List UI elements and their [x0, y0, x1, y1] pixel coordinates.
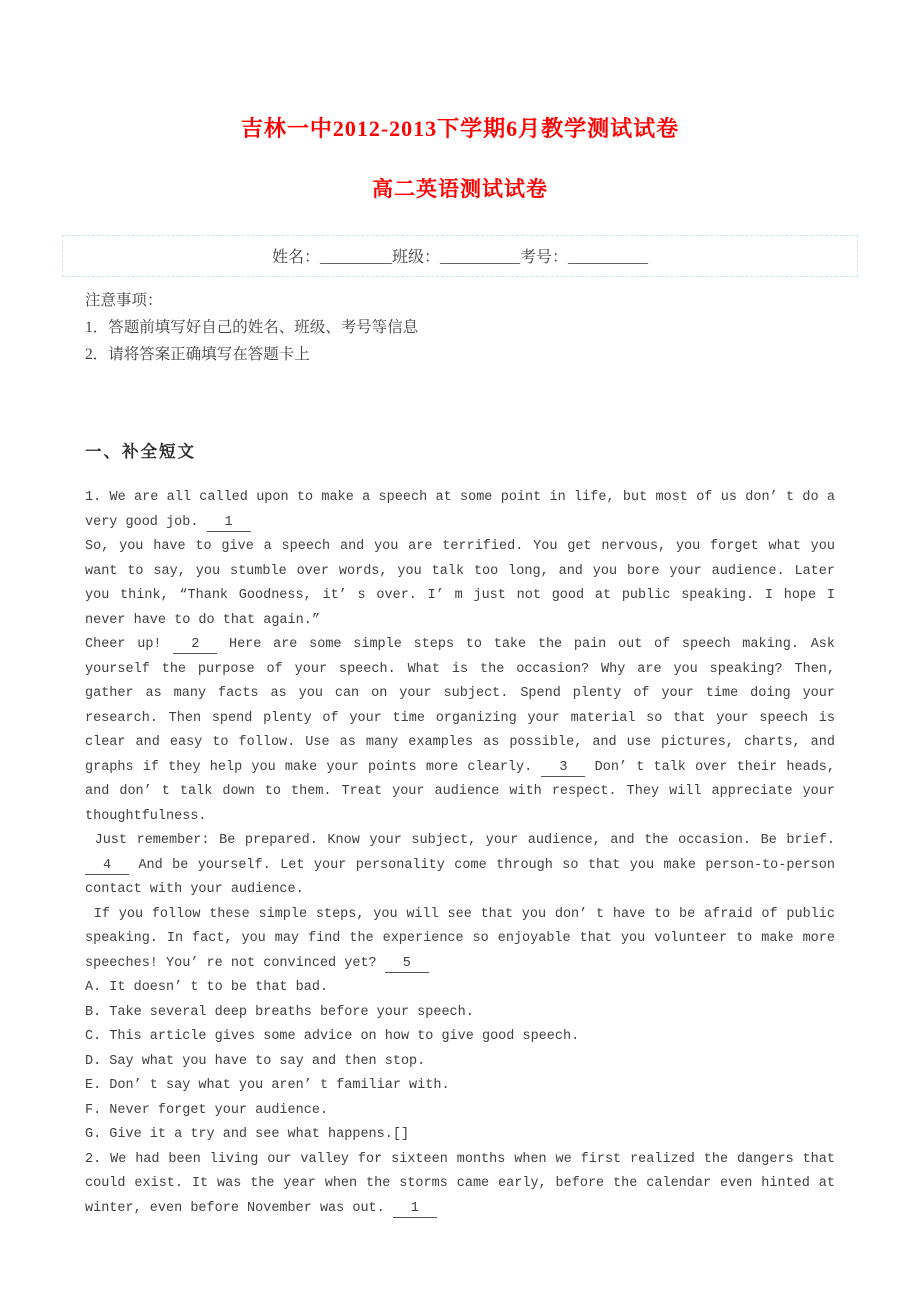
- exam-title: 吉林一中2012-2013下学期6月教学测试试卷: [240, 116, 680, 141]
- class-label: 班级：: [391, 249, 440, 266]
- exam-number-label: 考号：: [520, 249, 569, 266]
- answer-blank: 2: [173, 637, 217, 654]
- passage1-paragraph-5: If you follow these simple steps, you will see that you don’ t have to be afraid of public speaking. In fact, you may find the experience so enjoyable that you volunteer to make more speeches! You’ re not convinced yet? 5: [85, 906, 835, 971]
- note-item-2: 2．请将答案正确填写在答题卡上: [85, 346, 310, 363]
- answer-blank: 4: [85, 858, 129, 875]
- passage-body: [85, 486, 835, 1221]
- passage2-paragraph-1: 2. We had been living our valley for sixteen months when we first realized the dangers that could exist. It was the year when the storms came early, before the calendar even hinted at winter, even before November was out. 1: [85, 1151, 835, 1216]
- name-label: 姓名：: [271, 249, 320, 266]
- passage1-paragraph-2: So, you have to give a speech and you are terrified. You get nervous, you forget what you want to say, you stumble over words, you talk too long, and you bore your audience. Later you think, “Thank Goodness, it’ s over. I’ m just not good at public speaking. I hope I never have to do that again.”: [85, 539, 835, 628]
- passage1-paragraph-3: Cheer up! 2 Here are some simple steps to take the pain out of speech making. Ask yourself the purpose of your speech. What is the occasion? Why are you speaking? Then, gather as many facts as you can on your subject. Spend plenty of your time doing your research. Then spend plenty of your time organizing your material so that your speech is clear and easy to follow. Use as many examples as possible, and use pictures, charts, and graphs if they help you make your points more clearly. 3 Don’ t talk over their heads, and don’ t talk down to them. Treat your audience with respect. They will appreciate your thoughtfulness.: [85, 637, 835, 824]
- answer-blank: 3: [541, 760, 585, 777]
- passage1-paragraph-4: Just remember: Be prepared. Know your subject, your audience, and the occasion. Be brief. 4 And be yourself. Let your personality come through so that you make person-to-person contact with your audience.: [85, 833, 835, 897]
- section-heading: 一、补全短文: [85, 443, 196, 461]
- note-item-1: 1．答题前填写好自己的姓名、班级、考号等信息: [85, 319, 419, 336]
- option-d: D. Say what you have to say and then stop.: [85, 1053, 426, 1069]
- option-b: B. Take several deep breaths before your speech.: [85, 1004, 474, 1020]
- option-c: C. This article gives some advice on how to give good speech.: [85, 1029, 580, 1044]
- passage1-paragraph-1: 1. We are all called upon to make a speech at some point in life, but most of us don’ t do a very good job. 1: [85, 490, 835, 530]
- answer-blank: 1: [393, 1201, 437, 1218]
- option-g: G. Give it a try and see what happens.[]: [85, 1127, 410, 1142]
- answer-blank: 5: [385, 956, 429, 973]
- notes-heading: 注意事项：: [85, 292, 163, 309]
- name-blank: _________: [319, 249, 392, 266]
- answer-blank: 1: [207, 515, 251, 532]
- student-info-frame: [62, 235, 858, 277]
- class-blank: __________: [440, 249, 520, 266]
- option-a: A. It doesn’ t to be that bad.: [85, 980, 329, 995]
- notes-section: [85, 287, 835, 368]
- option-e: E. Don’ t say what you aren’ t familiar with.: [85, 1078, 450, 1093]
- exam-number-blank: __________: [568, 249, 649, 266]
- options-list: [85, 976, 835, 1148]
- exam-subtitle: 高二英语测试试卷: [372, 177, 548, 201]
- option-f: F. Never forget your audience.: [85, 1102, 329, 1118]
